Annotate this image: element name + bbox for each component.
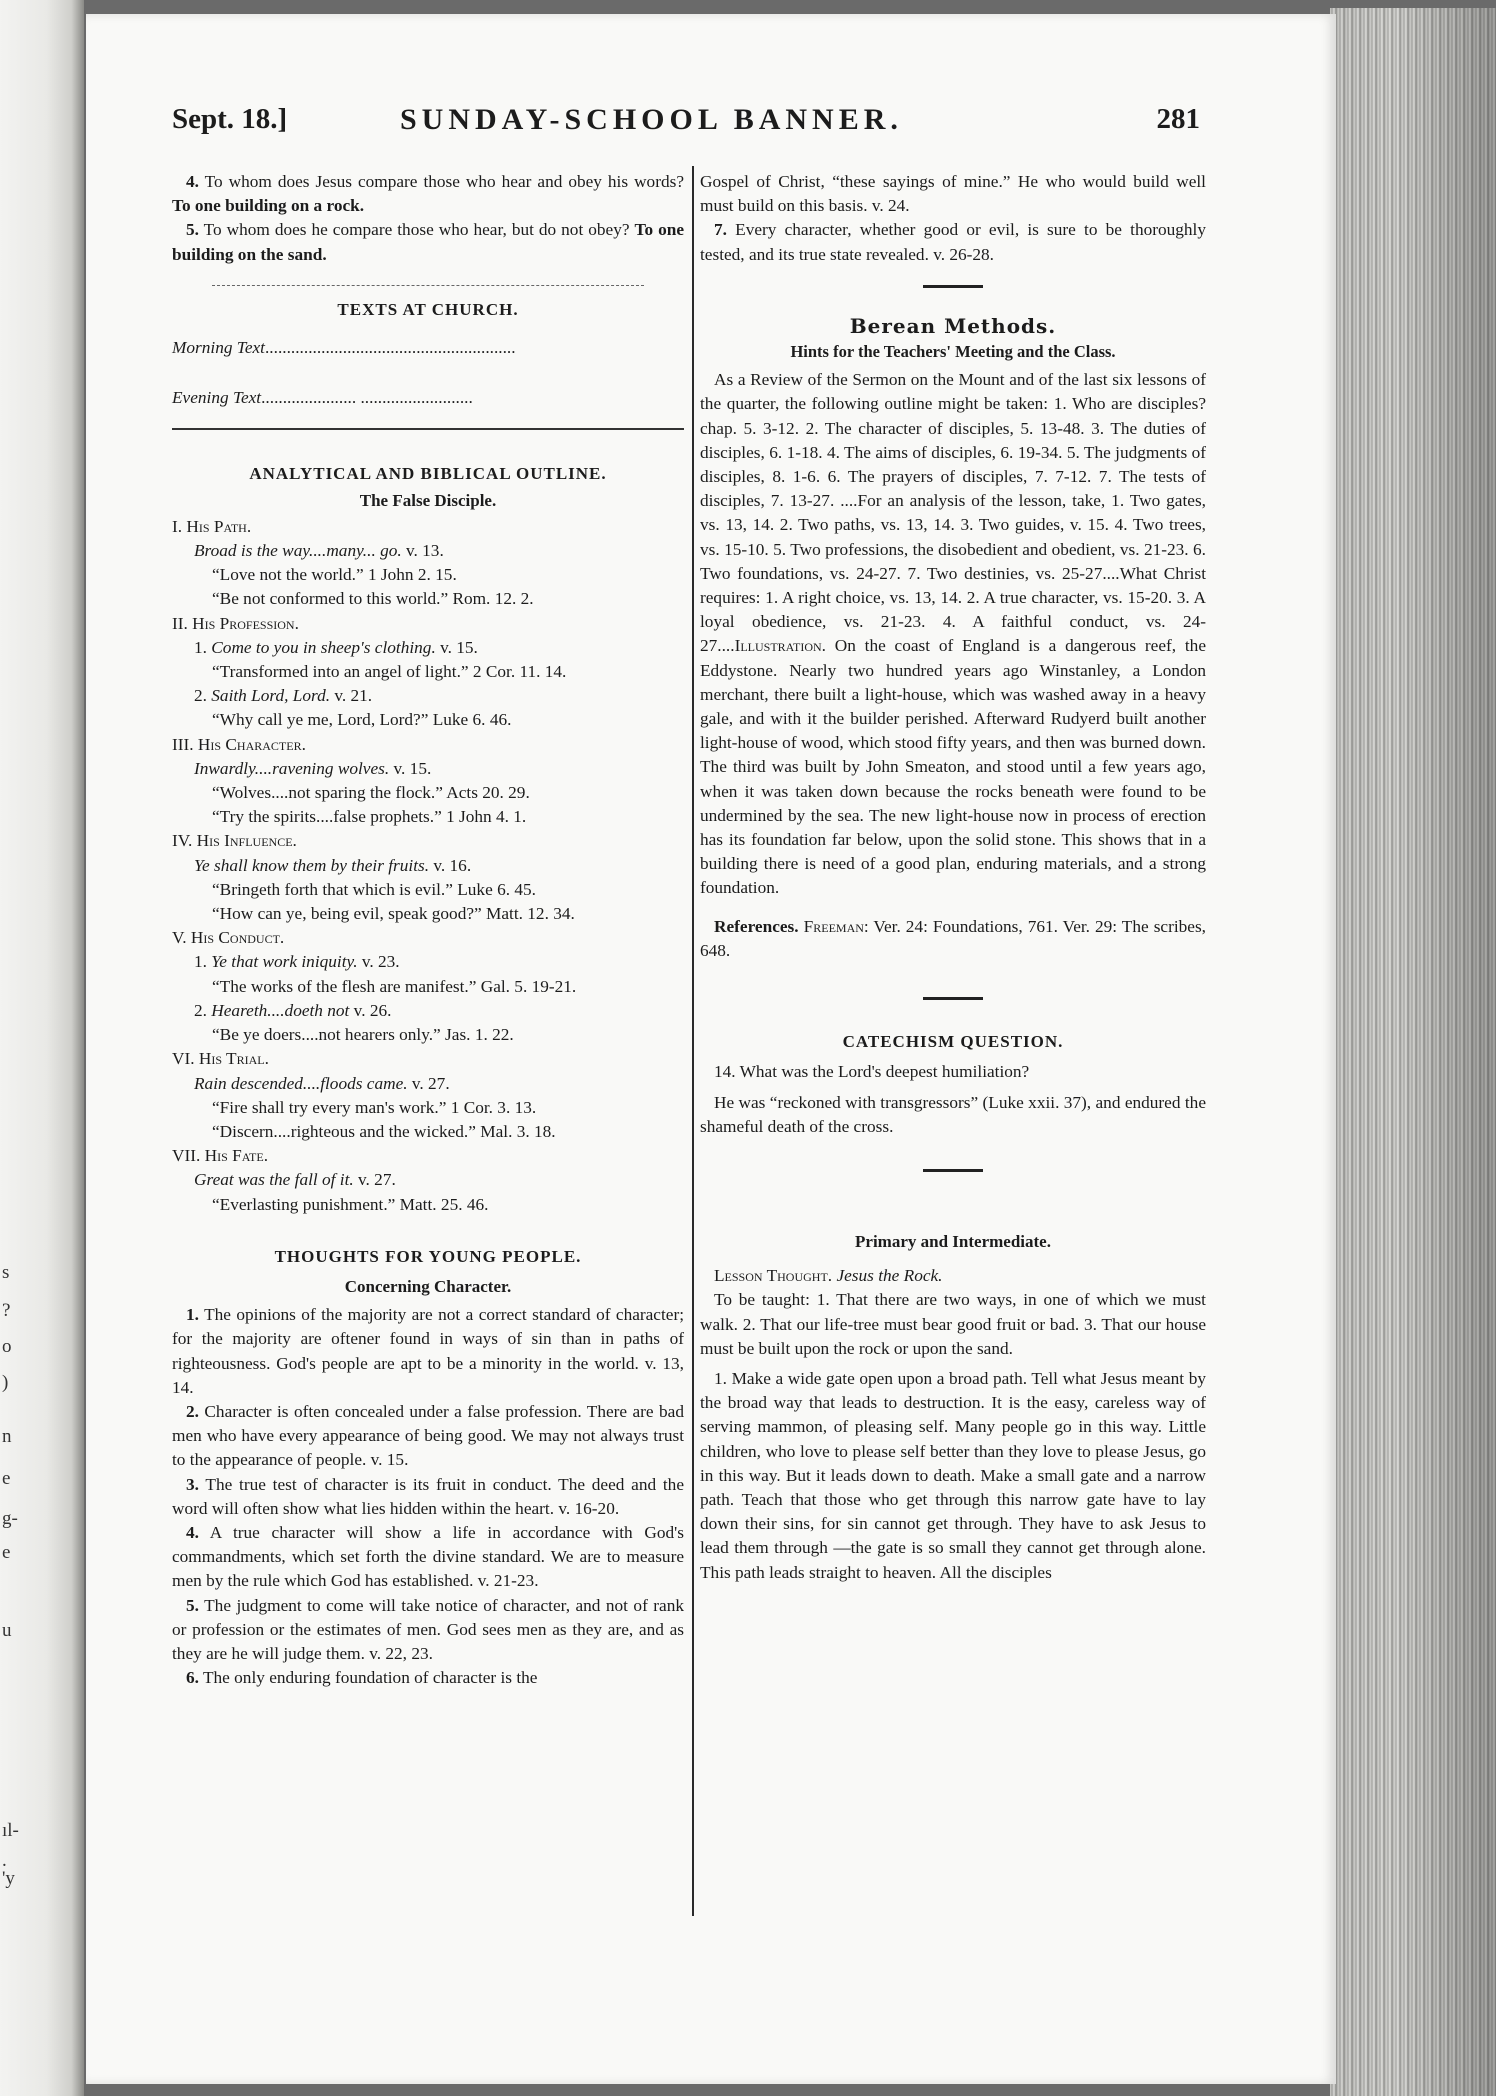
edge-letter: e <box>2 1468 11 1489</box>
outline-section <box>172 612 684 636</box>
column-divider <box>692 166 694 1916</box>
edge-letter: s <box>2 1262 10 1283</box>
outline-text: Great was the fall of it. <box>194 1170 354 1190</box>
outline-title: His Influence. <box>196 831 297 851</box>
evening-text-line <box>172 386 684 410</box>
question-text: To whom does he compare those who hear, but do not obey? <box>198 220 635 240</box>
verse-ref: v. 26. <box>349 1000 392 1020</box>
roman-numeral: IV. <box>172 831 193 851</box>
roman-numeral: VI. <box>172 1049 195 1069</box>
outline-title: His Path. <box>186 516 252 536</box>
outline-quote: “Bringeth forth that which is evil.” Luke 6. 45. <box>212 879 536 899</box>
outline-text: Heareth....doeth not <box>211 1000 350 1020</box>
catechism-heading: CATECHISM QUESTION. <box>842 1032 1064 1052</box>
thought-paragraph <box>172 1594 684 1667</box>
outline-text: Ye that work iniquity. <box>211 952 358 972</box>
thought-text: Character is often concealed under a false profession. There are bad men who have every appearance of being good. We may not always trust to the appearance of people. v. 15. <box>172 1401 684 1470</box>
outline-title: His Character. <box>197 734 306 754</box>
roman-numeral: III. <box>172 734 194 754</box>
outline-quote: “How can ye, being evil, speak good?” Matt. 12. 34. <box>212 904 575 924</box>
outline-text: Ye shall know them by their fruits. <box>194 855 430 875</box>
lesson-thought-text: Jesus the Rock. <box>836 1266 943 1286</box>
verse-ref: v. 23. <box>357 952 400 972</box>
item-number: 1. <box>194 952 212 972</box>
outline-section <box>172 829 684 853</box>
catechism-question: 14. What was the Lord's deepest humiliation? <box>714 1062 1030 1082</box>
thought-text: Every character, whether good or evil, is sure to be thoroughly tested, and its true state revealed. v. 26-28. <box>700 220 1206 264</box>
outline-title: His Conduct. <box>190 928 285 948</box>
outline-quote: “Wolves....not sparing the flock.” Acts 20. 29. <box>212 783 530 803</box>
short-divider <box>923 1169 983 1172</box>
thought-number: 3. <box>186 1474 199 1494</box>
hints-heading: Hints for the Teachers' Meeting and the Class. <box>790 342 1116 362</box>
outline-quote: “Discern....righteous and the wicked.” Mal. 3. 18. <box>212 1121 556 1141</box>
roman-numeral: I. <box>172 516 183 536</box>
thought-number: 5. <box>186 1595 199 1615</box>
thought-text: The judgment to come will take notice of character, and not of rank or profession or the estimates of men. God sees men as they are, and as they are he will judge them. v. 22, 23. <box>172 1595 684 1663</box>
references-author: Freeman <box>803 916 864 936</box>
item-number: 2. <box>194 1000 212 1020</box>
references-paragraph <box>700 915 1206 963</box>
dotted-divider <box>212 285 644 286</box>
outline-section <box>172 1144 684 1168</box>
thought-paragraph <box>172 1303 684 1400</box>
review-text: As a Review of the Sermon on the Mount and of the last six lessons of the quarter, the following outline might be taken: 1. Who are disciples? chap. 5. 3-12. 2. The character of disciples, 5. 13-48. 3. The duties of disciples, 6. 1-18. 4. The aims of disciples, 6. 19-34. 5. The judgments of disciples, 8. 1-6. 6. The prayers of disciples, 7. 7-12. 7. The tests of disciples, 7. 13-27. ....For an analysis of the lesson, take, 1. Two gates, vs. 13, 14. 2. Two paths, vs. 13, 14. 3. Two guides, v. 15. 4. Two trees, vs. 15-10. 5. Two professions, the disobedient and obedient, vs. 21-23. 6. Two foundations, vs. 24-27. 7. Two destinies, vs. 25-27....What Christ requires: 1. A right choice, vs. 13, 14. 2. A true character, vs. 15-20. 3. A loyal obedience, vs. 21-23. 4. A faithful conduct, vs. 24-27.... <box>700 370 1206 656</box>
outline-quote: “The works of the flesh are manifest.” Gal. 5. 19-21. <box>212 976 577 996</box>
outline-quote: “Try the spirits....false prophets.” 1 John 4. 1. <box>212 807 527 827</box>
thought-paragraph <box>172 1521 684 1594</box>
outline-title: His Profession. <box>192 613 299 633</box>
catechism-answer: He was “reckoned with transgressors” (Luke xxii. 37), and endured the shameful death of the cross. <box>700 1092 1206 1136</box>
thought-number: 1. <box>186 1305 199 1325</box>
thought-number: 2. <box>186 1401 199 1421</box>
item-number: 2. <box>194 686 212 706</box>
edge-letter: ıl- <box>2 1820 19 1841</box>
morning-text-label: Morning Text <box>172 338 265 358</box>
verse-ref: v. 27. <box>407 1073 450 1093</box>
thought-paragraph <box>172 1666 684 1690</box>
verse-ref: v. 13. <box>401 541 444 561</box>
thought-paragraph <box>172 1400 684 1473</box>
outline-item <box>172 539 684 563</box>
morning-text-line <box>172 336 684 360</box>
right-column <box>700 170 1206 1585</box>
dot-leader: ...................... .......................... <box>261 388 473 408</box>
outline-quote: “Fire shall try every man's work.” 1 Cor. 3. 13. <box>212 1097 537 1117</box>
question-number: 5. <box>186 220 199 240</box>
outline-item <box>172 684 684 708</box>
berean-methods-heading: Berean Methods. <box>849 313 1057 338</box>
book-fore-edge <box>1330 8 1496 2096</box>
thought-paragraph <box>172 1473 684 1521</box>
edge-letter: . <box>2 1850 7 1871</box>
outline-text: Saith Lord, Lord. <box>211 686 331 706</box>
outline-list <box>172 515 684 1217</box>
texts-at-church-heading: TEXTS AT CHURCH. <box>337 299 519 319</box>
roman-numeral: VII. <box>172 1146 201 1166</box>
thought-text: The only enduring foundation of character is the <box>198 1668 538 1688</box>
outline-subheading: The False Disciple. <box>359 490 497 510</box>
header-date: Sept. 18.] <box>172 103 288 135</box>
section-divider <box>172 428 684 430</box>
to-be-taught: To be taught: 1. That there are two ways, in one of which we must walk. 2. That our life-tree must bear good fruit or bad. 3. That our house must be built upon the rock or upon the sand. <box>700 1290 1206 1358</box>
outline-quote: “Be ye doers....not hearers only.” Jas. 1. 22. <box>212 1025 514 1045</box>
outline-quote: “Be not conformed to this world.” Rom. 12. 2. <box>212 589 534 609</box>
outline-item <box>172 854 684 878</box>
roman-numeral: II. <box>172 613 188 633</box>
outline-text: Rain descended....floods came. <box>194 1073 408 1093</box>
continued-paragraph: Gospel of Christ, “these sayings of mine.” He who would build well must build on this basis. v. 24. <box>700 172 1206 216</box>
header-title: SUNDAY-SCHOOL BANNER. <box>400 103 903 136</box>
verse-ref: v. 15. <box>435 637 478 657</box>
review-paragraph <box>700 368 1206 900</box>
verse-ref: v. 27. <box>353 1170 396 1190</box>
edge-letter: u <box>2 1620 12 1641</box>
outline-item <box>172 1168 684 1192</box>
question-answer: To one building on the sand. <box>172 220 684 264</box>
running-header <box>172 103 1200 153</box>
question-5 <box>172 218 684 266</box>
edge-letter: ) <box>2 1372 9 1393</box>
edge-letter: n <box>2 1426 12 1447</box>
outline-heading: ANALYTICAL AND BIBLICAL OUTLINE. <box>249 464 607 484</box>
outline-item <box>172 757 684 781</box>
item-number: 1. <box>194 637 212 657</box>
outline-quote: “Transformed into an angel of light.” 2 Cor. 11. 14. <box>212 662 567 682</box>
thought-paragraph <box>700 218 1206 266</box>
edge-letter: 'y <box>2 1868 15 1889</box>
facing-page-edge <box>0 0 84 2096</box>
thought-number: 4. <box>186 1522 199 1542</box>
thoughts-heading: THOUGHTS FOR YOUNG PEOPLE. <box>274 1246 582 1266</box>
outline-title: His Trial. <box>198 1049 269 1069</box>
lesson-item-1: 1. Make a wide gate open upon a broad path. Tell what Jesus meant by the broad way that leads to destruction. It is the easy, careless way of serving mammon, of pleasing self. Many people go in this way. Little children, who love to please self better than they love to please Jesus, go in this way. But it leads down to death. Make a small gate and a narrow path. Teach that those who get through this narrow gate have to lay down their sins, for sin cannot get through. They have to ask Jesus to lead them through —the gate is so small they cannot get through alone. This path leads straight to heaven. All the disciples <box>700 1368 1206 1582</box>
thought-text: A true character will show a life in accordance with God's commandments, which set forth the divine standard. We are to measure men by the rule which God has established. v. 21-23. <box>172 1522 684 1591</box>
references-label: References. <box>714 916 799 936</box>
thoughts-subheading: Concerning Character. <box>344 1276 512 1296</box>
question-answer: To one building on a rock. <box>172 196 365 216</box>
question-number: 4. <box>186 172 199 191</box>
question-4 <box>172 170 684 218</box>
verse-ref: v. 15. <box>389 758 432 778</box>
page-number: 281 <box>1156 103 1200 135</box>
short-divider <box>923 997 983 1000</box>
edge-letter: e <box>2 1542 11 1563</box>
outline-text: Inwardly....ravening wolves. <box>194 758 390 778</box>
outline-text: Come to you in sheep's clothing. <box>211 637 436 657</box>
outline-section <box>172 733 684 757</box>
edge-letter: g- <box>2 1508 18 1529</box>
thought-number: 6. <box>186 1668 199 1688</box>
thoughts-list <box>172 1303 684 1690</box>
edge-letter: ? <box>2 1300 11 1321</box>
outline-quote: “Love not the world.” 1 John 2. 15. <box>212 565 457 585</box>
outline-title: His Fate. <box>204 1146 269 1166</box>
outline-quote: “Why call ye me, Lord, Lord?” Luke 6. 46. <box>212 710 512 730</box>
illustration-label: Illustration. <box>734 636 826 656</box>
dot-leader: .......................................................... <box>264 338 516 358</box>
references-text: : Ver. 24: Foundations, 761. Ver. 29: The scribes, 648. <box>700 916 1206 960</box>
outline-item <box>172 1072 684 1096</box>
outline-item <box>172 636 684 660</box>
question-text: To whom does Jesus compare those who hear and obey his words? <box>198 172 684 191</box>
evening-text-label: Evening Text <box>172 388 262 408</box>
lesson-thought-label: Lesson Thought. <box>714 1266 833 1286</box>
lesson-thought <box>700 1264 1206 1288</box>
thought-text: The opinions of the majority are not a correct standard of character; for the majority are oftener found in ways of sin than in paths of righteousness. God's people are apt to be a minority in the world. v. 13, 14. <box>172 1305 684 1397</box>
illustration-text: On the coast of England is a dangerous reef, the Eddystone. Nearly two hundred years ago Winstanley, a London merchant, there built a light-house, which was washed away in a heavy gale, and with it the builder perished. Afterward Rudyerd built another light-house of wood, which stood fifty years, and then was burned down. The third was built by John Smeaton, and stood until a few years ago, when it was taken down because the rocks beneath were found to be undermined by the sea. The new light-house now in process of erection has its foundation far below, upon the solid stone. This shows that in a building there is need of a good plan, enduring materials, and a strong foundation. <box>700 636 1206 898</box>
left-column <box>172 170 684 1690</box>
thought-text: The true test of character is its fruit in conduct. The deed and the word will often show what lies hidden within the heart. v. 16-20. <box>172 1474 684 1518</box>
verse-ref: v. 16. <box>429 855 472 875</box>
outline-item <box>172 950 684 974</box>
outline-item <box>172 999 684 1023</box>
verse-ref: v. 21. <box>330 686 373 706</box>
thought-number: 7. <box>714 220 727 240</box>
roman-numeral: V. <box>172 928 187 948</box>
outline-section <box>172 515 684 539</box>
outline-section <box>172 1047 684 1071</box>
outline-section <box>172 926 684 950</box>
edge-letter: o <box>2 1336 12 1357</box>
primary-heading: Primary and Intermediate. <box>855 1231 1051 1251</box>
outline-text: Broad is the way....many... go. <box>194 541 402 561</box>
short-divider <box>923 285 983 288</box>
outline-quote: “Everlasting punishment.” Matt. 25. 46. <box>212 1194 489 1214</box>
